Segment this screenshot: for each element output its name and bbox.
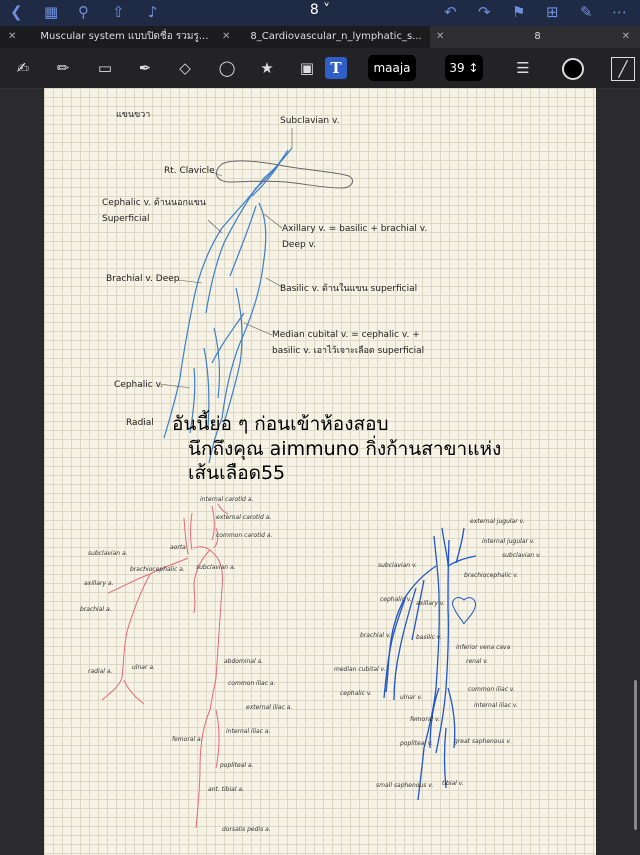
close-tab-icon[interactable]: ✕ (436, 31, 445, 42)
vein-label: internal iliac v. (474, 702, 518, 709)
clavicle-outline (216, 161, 352, 188)
artery-label: common carotid a. (216, 532, 273, 539)
tab-muscular[interactable]: ✕ Muscular system แบบปิดชื่อ รวมรู... (8, 31, 209, 42)
tool-bar (0, 48, 640, 89)
artery-label: external iliac a. (246, 704, 293, 711)
lasso-read-icon[interactable]: ✍ (16, 59, 30, 77)
vein-label: internal jugular v. (482, 538, 535, 545)
label-cephalic-low: Cephalic v. (114, 380, 164, 390)
eraser-icon[interactable]: ▭ (97, 59, 113, 77)
label-axillary: Axillary v. = basilic + brachial v. (282, 224, 428, 234)
artery-label: brachial a. (80, 606, 112, 613)
top-bar (0, 0, 640, 26)
share-icon[interactable]: ⇧ (112, 3, 125, 21)
artery-label: ulnar a. (132, 664, 155, 671)
vein-label: brachial v. (360, 632, 391, 639)
text-tool-icon[interactable]: T (325, 57, 347, 79)
tab-bar (0, 26, 640, 48)
page-title[interactable]: 8 ˅ (309, 2, 331, 18)
search-icon[interactable]: ⚲ (78, 3, 89, 21)
vein-label: external jugular v. (470, 518, 525, 525)
scrollbar[interactable] (634, 680, 637, 830)
vein-label: small saphenous v. (376, 782, 434, 789)
add-page-icon[interactable]: ⊞ (546, 3, 559, 21)
overlay-line-2[interactable]: นึกถึงคุณ aimmuno กิ่งก้านสาขาแห่ง (188, 438, 502, 460)
artery-label: brachiocephalic a. (130, 566, 185, 573)
label-median-cubital-2: basilic v. เอาไว้เจาะเลือด superficial (272, 346, 425, 356)
back-icon[interactable]: ❮ (10, 3, 23, 21)
artery-label: axillary a. (84, 580, 114, 587)
vein-label: axillary v. (416, 600, 445, 607)
artery-label: radial a. (88, 668, 113, 675)
vein-label: median cubital v. (334, 666, 386, 673)
sticker-icon[interactable]: ★ (260, 59, 274, 77)
overlay-line-3[interactable]: เส้นเลือด55 (188, 462, 286, 484)
font-size-selector[interactable]: 39 ↕ (445, 55, 483, 81)
artery-label: abdominal a. (224, 658, 264, 665)
bookmark-icon[interactable]: ⚑ (512, 3, 526, 21)
artery-label: subclavian a. (196, 564, 236, 571)
shapes-icon[interactable]: ◇ (179, 59, 191, 77)
vein-label: femoral v. (410, 716, 441, 723)
label-median-cubital: Median cubital v. = cephalic v. + (272, 330, 420, 340)
vein-label: subclavian v. (502, 552, 541, 559)
label-cephalic-top: Cephalic v. ด้านนอกแขน (102, 198, 207, 208)
vein-label: ulnar v. (400, 694, 423, 701)
tab-current[interactable]: ✕ 8 ✕ (430, 26, 640, 48)
vein-label: basilic v. (416, 634, 442, 641)
undo-icon[interactable]: ↶ (444, 3, 457, 21)
artery-label: external carotid a. (216, 514, 272, 521)
align-icon[interactable]: ☰ (516, 59, 530, 77)
font-selector[interactable]: maaja (368, 55, 416, 81)
image-icon[interactable]: ▣ (299, 59, 315, 77)
label-subclavian: Subclavian v. (280, 116, 340, 126)
artery-label: ant. tibial a. (208, 786, 244, 793)
microphone-icon[interactable]: ♪ (148, 3, 158, 21)
heart-outline (453, 598, 476, 624)
label-clavicle: Rt. Clavicle (164, 166, 215, 176)
vein-label: popliteal v. (400, 740, 433, 747)
vein-label: subclavian v. (378, 562, 417, 569)
artery-label: femoral a. (172, 736, 203, 743)
close-tab-icon[interactable]: ✕ (621, 31, 630, 42)
label-basilic: Basilic v. ด้านในแขน superficial (280, 284, 418, 294)
highlighter-icon[interactable]: ✒ (138, 59, 152, 77)
artery-label: popliteal a. (220, 762, 254, 769)
artery-label: aorta (170, 544, 186, 551)
vein-label: cephalic v. (380, 596, 412, 603)
artery-label: common iliac a. (228, 680, 276, 687)
label-deep: Deep v. (282, 240, 317, 250)
vein-label: tibial v. (442, 780, 464, 787)
label-radial: Radial (126, 418, 154, 428)
vein-label: inferior vena cava (456, 644, 511, 651)
vein-label: brachiocephalic v. (464, 572, 519, 579)
close-tab-icon[interactable]: ✕ (8, 31, 17, 42)
edit-icon[interactable]: ✎ (580, 3, 593, 21)
label-brachial: Brachial v. Deep (106, 274, 180, 284)
vein-label: great saphenous v. (454, 738, 512, 745)
redo-icon[interactable]: ↷ (478, 3, 491, 21)
grid-icon[interactable]: ▦ (44, 3, 59, 21)
note-page[interactable] (44, 88, 596, 855)
vein-label: common iliac v. (468, 686, 515, 693)
close-tab-icon[interactable]: ✕ (222, 31, 231, 42)
corner-note: แขนขวา (116, 110, 151, 120)
tab-cardiovascular[interactable]: ✕ 8_Cardiovascular_n_lymphatic_s... (222, 31, 422, 42)
vein-label: renal v. (466, 658, 489, 665)
artery-label: internal iliac a. (226, 728, 271, 735)
color-picker[interactable] (562, 58, 584, 80)
vein-label: cephalic v. (340, 690, 372, 697)
lasso-icon[interactable]: ◯ (218, 59, 236, 77)
artery-label: internal carotid a. (200, 496, 254, 503)
label-superficial: Superficial (102, 214, 150, 224)
no-fill-icon[interactable]: ╱ (611, 57, 635, 81)
artery-label: dorsalis pedis a. (222, 826, 271, 833)
overlay-line-1[interactable]: อันนี้ย่อ ๆ ก่อนเข้าห้องสอบ (172, 413, 389, 435)
more-icon[interactable]: ⋯ (612, 3, 627, 21)
artery-label: subclavian a. (88, 550, 128, 557)
pen-icon[interactable]: ✏ (56, 59, 70, 77)
